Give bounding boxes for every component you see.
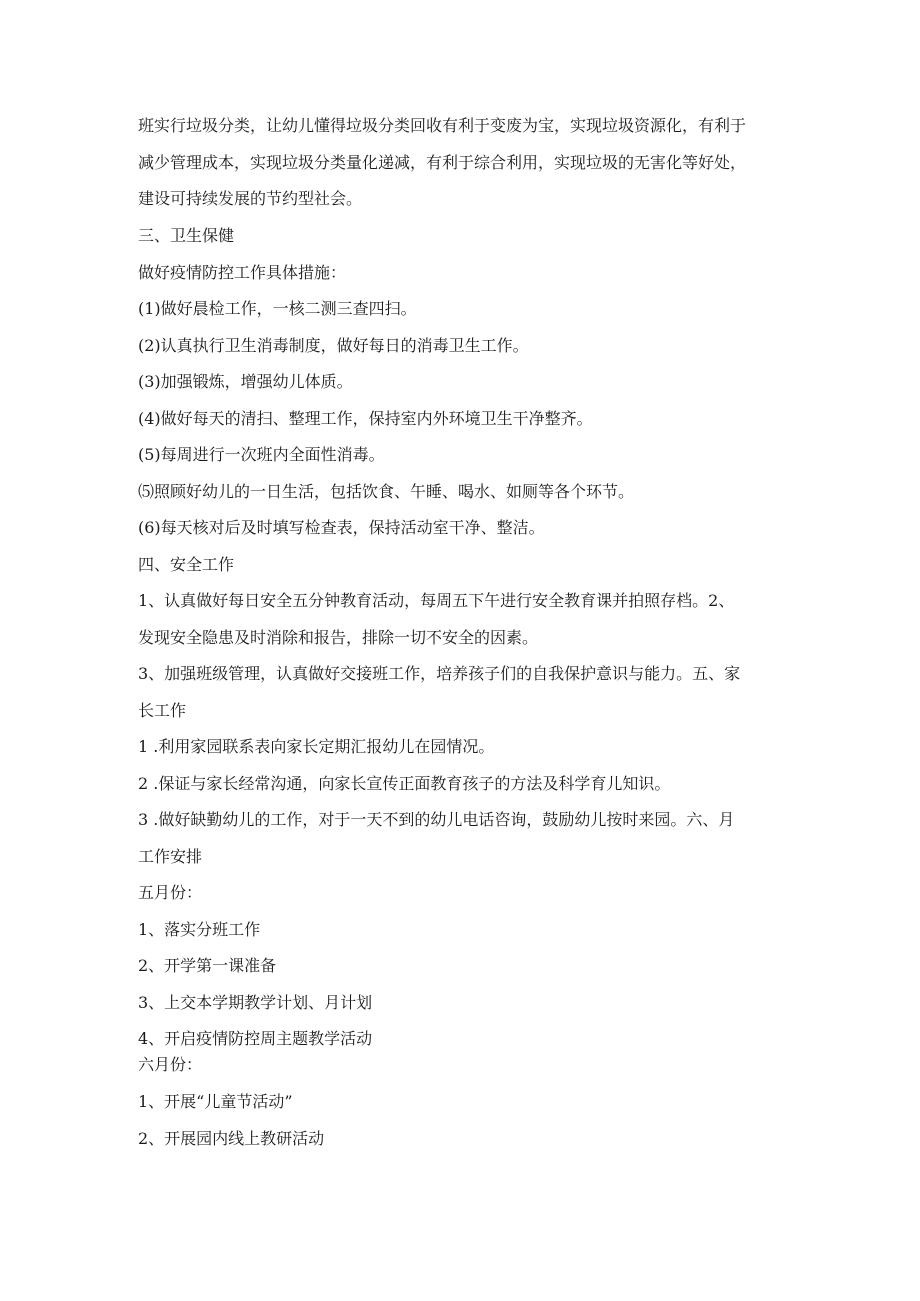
list-item: 2、开学第一课准备 [138,956,277,975]
list-item: ⑸照顾好幼儿的一日生活，包括饮食、午睡、喝水、如厕等各个环节。 [138,482,635,501]
list-item: (3)加强锻炼，增强幼儿体质。 [138,372,353,391]
paragraph-line: 3、加强班级管理，认真做好交接班工作，培养孩子们的自我保护意识与能力。五、家 [138,664,741,683]
section-heading-safety: 四、安全工作 [138,555,235,574]
month-heading-may: 五月份： [138,883,203,902]
paragraph-line: 班实行垃圾分类，让幼儿懂得垃圾分类回收有利于变废为宝，实现垃圾资源化，有利于 [138,116,747,135]
paragraph-line: 长工作 [138,701,187,720]
paragraph-line: 建设可持续发展的节约型社会。 [138,189,363,208]
list-item: (5)每周进行一次班内全面性消毒。 [138,445,385,464]
list-item: 3 .做好缺勤幼儿的工作，对于一天不到的幼儿电话咨询，鼓励幼儿按时来园。六、月 [138,810,735,829]
list-item: (2)认真执行卫生消毒制度，做好每日的消毒卫生工作。 [138,336,529,355]
month-heading-june: 六月份： [138,1055,203,1074]
list-item: 2 .保证与家长经常沟通，向家长宣传正面教育孩子的方法及科学育儿知识。 [138,774,671,793]
list-item: 4、开启疫情防控周主题教学活动 [138,1029,373,1048]
paragraph-line: 工作安排 [138,847,203,866]
paragraph-line: 做好疫情防控工作具体措施： [138,263,347,282]
paragraph-line: 1、认真做好每日安全五分钟教育活动，每周五下午进行安全教育课并拍照存档。2、 [138,591,735,610]
list-item: 1 .利用家园联系表向家长定期汇报幼儿在园情况。 [138,737,495,756]
list-item: (4)做好每天的清扫、整理工作，保持室内外环境卫生干净整齐。 [138,409,593,428]
list-item: 1、开展“儿童节活动” [138,1092,293,1111]
section-heading-hygiene: 三、卫生保健 [138,226,235,245]
paragraph-line: 发现安全隐患及时消除和报告，排除一切不安全的因素。 [138,628,539,647]
list-item: (6)每天核对后及时填写检查表，保持活动室干净、整洁。 [138,518,545,537]
list-item: (1)做好晨检工作，一核二测三查四扫。 [138,299,417,318]
list-item: 2、开展园内线上教研活动 [138,1129,325,1148]
list-item: 1、落实分班工作 [138,920,261,939]
paragraph-line: 减少管理成本，实现垃圾分类量化递减，有利于综合利用，实现垃圾的无害化等好处， [138,153,747,172]
list-item: 3、上交本学期教学计划、月计划 [138,993,373,1012]
